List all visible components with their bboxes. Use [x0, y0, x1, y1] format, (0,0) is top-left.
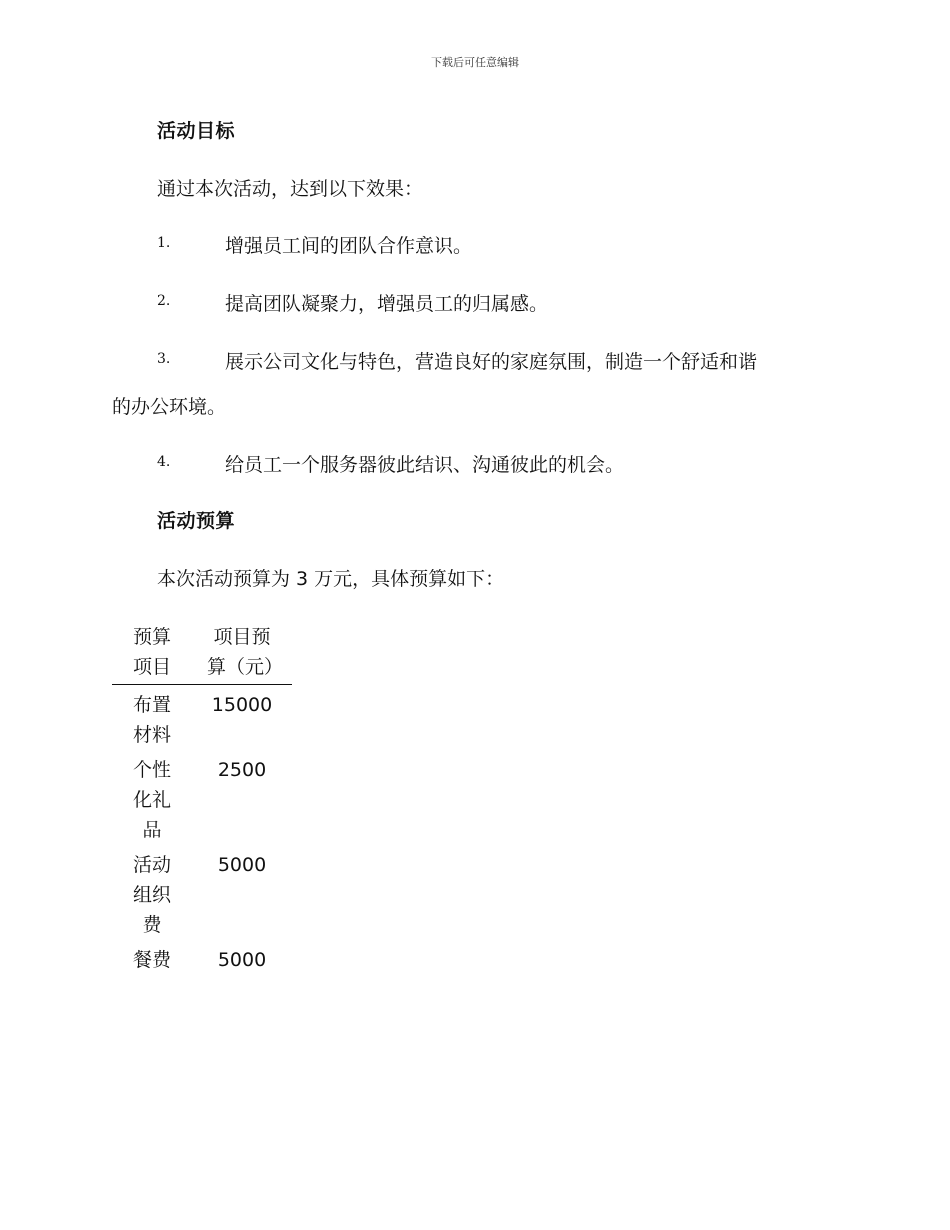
- table-row: [112, 750, 292, 845]
- table-cell-item: 活动组织费: [132, 854, 171, 936]
- table-cell-item: 布置材料: [132, 694, 171, 746]
- goal-heading: 活动目标: [157, 120, 236, 142]
- list-text: 提高团队凝聚力，增强员工的归属感。: [225, 293, 549, 315]
- list-number: 2.: [157, 293, 171, 309]
- list-number: 1.: [157, 235, 171, 251]
- table-cell-amount: 5000: [217, 949, 267, 971]
- list-number: 3.: [157, 351, 171, 367]
- table-cell-amount: 15000: [211, 694, 273, 716]
- list-text: 增强员工间的团队合作意识。: [225, 235, 473, 257]
- table-cell-amount: 5000: [217, 854, 267, 876]
- list-text: 给员工一个服务器彼此结识、沟通彼此的机会。: [225, 454, 625, 476]
- budget-heading: 活动预算: [157, 510, 236, 532]
- table-header-row: [112, 622, 292, 685]
- budget-intro: 本次活动预算为 3 万元，具体预算如下：: [157, 568, 505, 590]
- list-text: 展示公司文化与特色，营造良好的家庭氛围，制造一个舒适和谐: [225, 351, 758, 373]
- list-number: 4.: [157, 454, 171, 470]
- table-row: [112, 845, 292, 940]
- table-header-amount: 项目预算（元）: [192, 622, 292, 685]
- goal-intro: 通过本次活动，达到以下效果：: [157, 178, 424, 200]
- table-cell-item: 个性化礼品: [132, 759, 171, 841]
- table-cell-item: 餐费: [132, 949, 171, 971]
- table-row: [112, 685, 292, 751]
- table-header-item: 预算项目: [112, 622, 192, 685]
- page-header: 下载后可任意编辑: [431, 56, 519, 69]
- table-cell-amount: 2500: [217, 759, 267, 781]
- budget-table: [112, 622, 292, 975]
- list-text-continuation: 的办公环境。: [112, 396, 227, 418]
- table-row: [112, 940, 292, 975]
